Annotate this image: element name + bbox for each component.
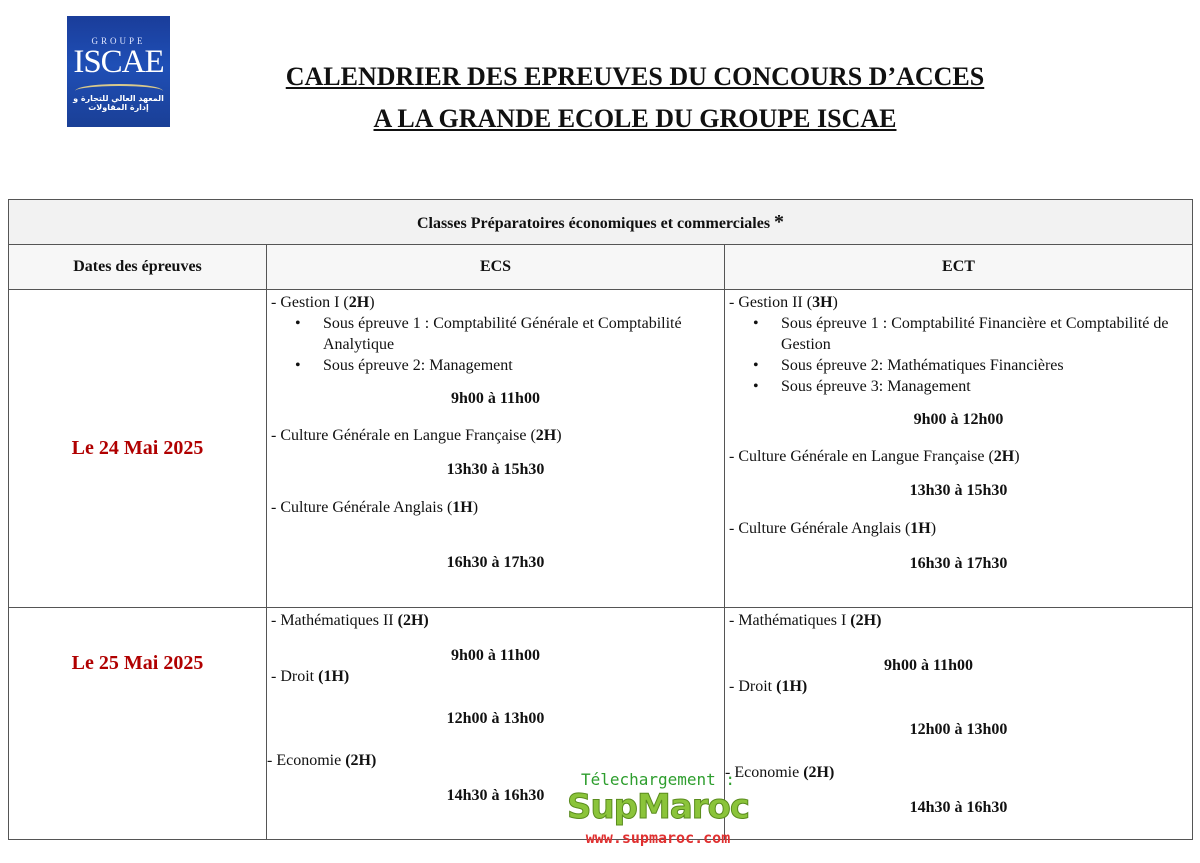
page-title-line1: CALENDRIER DES EPREUVES DU CONCOURS D’ACCES — [285, 62, 985, 91]
exam-time: 12h00 à 13h00 — [446, 710, 545, 727]
exam-time: 13h30 à 15h30 — [446, 461, 545, 478]
ecs-cell-day1 — [267, 290, 725, 608]
sub-exam-item: • Sous épreuve 2: Management — [271, 355, 720, 376]
exam-item: - Gestion II (3H) — [729, 294, 838, 311]
exam-time: 9h00 à 11h00 — [451, 390, 540, 407]
exam-item: - Culture Générale Anglais (1H) — [271, 499, 479, 516]
header-ecs: ECS — [267, 245, 725, 290]
logo-group-text: GROUPE — [91, 36, 146, 46]
exam-schedule-table — [8, 199, 1193, 840]
table-row-day1 — [9, 290, 1193, 608]
exam-item: - Culture Générale en Langue Française (2H) — [729, 448, 1020, 465]
header-ect: ECT — [725, 245, 1193, 290]
exam-item: - Economie (2H) — [267, 752, 377, 769]
date-cell: Le 25 Mai 2025 — [9, 608, 267, 840]
sub-exam-item: • Sous épreuve 3: Management — [729, 376, 1188, 397]
section-title: Classes Préparatoires économiques et commerciales — [416, 214, 771, 232]
exam-time: 14h30 à 16h30 — [446, 787, 545, 804]
exam-time: 9h00 à 11h00 — [451, 647, 540, 664]
page-title-line2: A LA GRANDE ECOLE DU GROUPE ISCAE — [373, 104, 897, 133]
exam-item: - Gestion I (2H) — [271, 294, 375, 311]
logo-arabic-text: المعهد العالي للتجارة و إدارة المقاولات — [73, 94, 164, 112]
ect-cell-day1 — [725, 290, 1193, 608]
sub-exam-item: • Sous épreuve 1 : Comptabilité Financière et Comptabilité de Gestion — [729, 313, 1188, 355]
exam-time: 9h00 à 12h00 — [913, 411, 1004, 428]
exam-time: 13h30 à 15h30 — [909, 482, 1008, 499]
column-header-row — [9, 245, 1193, 290]
exam-time: 14h30 à 16h30 — [909, 799, 1008, 816]
exam-item: - Droit (1H) — [729, 678, 808, 695]
header-dates: Dates des épreuves — [9, 245, 267, 290]
download-label: Télechargement : — [580, 770, 736, 789]
sub-exam-item: • Sous épreuve 1 : Comptabilité Générale et Comptabilité Analytique — [271, 313, 720, 355]
exam-item: - Economie (2H) — [725, 764, 835, 781]
exam-time: 16h30 à 17h30 — [446, 554, 545, 571]
exam-item: - Culture Générale Anglais (1H) — [729, 520, 937, 537]
exam-time: 9h00 à 11h00 — [884, 657, 973, 674]
logo-name-text: ISCAE — [73, 44, 164, 80]
date-cell: Le 24 Mai 2025 — [9, 290, 267, 608]
exam-item: - Culture Générale en Langue Française (2H) — [271, 427, 562, 444]
supmaroc-watermark — [553, 770, 763, 847]
supmaroc-url[interactable]: www.supmaroc.com — [585, 829, 731, 847]
exam-time: 12h00 à 13h00 — [909, 721, 1008, 738]
exam-item: - Mathématiques II (2H) — [271, 612, 429, 629]
sub-exam-item: • Sous épreuve 2: Mathématiques Financières — [729, 355, 1188, 376]
exam-item: - Droit (1H) — [271, 668, 350, 685]
section-header-row — [9, 200, 1193, 245]
section-asterisk: * — [774, 210, 785, 233]
supmaroc-logo-text: SupMaroc — [566, 787, 750, 827]
ect-cell-day2 — [725, 608, 1193, 840]
exam-time: 16h30 à 17h30 — [909, 555, 1008, 572]
section-header — [9, 200, 1193, 245]
exam-item: - Mathématiques I (2H) — [729, 612, 882, 629]
